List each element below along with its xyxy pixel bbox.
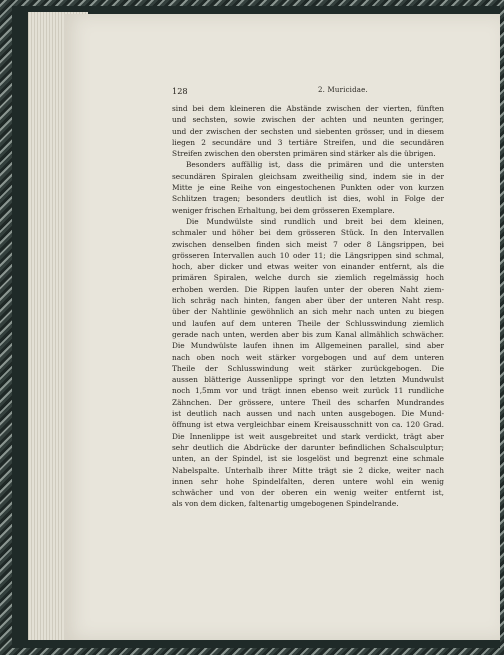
text-line: aussen blätterige Aussenlippe springt vor den letzten Mundwulst (172, 375, 444, 385)
page-header (106, 86, 436, 100)
text-line: noch 1,5mm vor und trägt innen ebenso weit zurück 11 rundliche (172, 386, 444, 396)
text-line: unten, an der Spindel, ist sie losgelöst und begrenzt eine schmale (172, 454, 444, 464)
text-line: sehr deutlich die Abdrücke der darunter befindlichen Schalsculptur; (172, 442, 444, 452)
text-line: Die Mundwülste laufen ihnen im Allgemeinen parallel, sind aber (172, 341, 444, 351)
text-line: primären Spiralen, welche durch sie ziemlich regelmässig hoch (172, 273, 444, 283)
text-line: Schlitzen tragen; besonders deutlich ist dies, wohl in Folge der (172, 194, 444, 204)
text-line: lich schräg nach hinten, fangen aber über der unteren Naht resp. (172, 296, 444, 306)
text-line: Besonders auffällig ist, dass die primären und die untersten (186, 160, 444, 170)
running-title: 2. Muricidae. (318, 86, 368, 94)
text-line: Die Mundwülste sind rundlich und breit bei dem kleinen, (186, 216, 444, 226)
text-line: Nabelspalte. Unterhalb ihrer Mitte trägt sie 2 dicke, weiter nach (172, 465, 444, 475)
text-line: schwächer und von der oberen ein wenig weiter entfernt ist, (172, 488, 444, 498)
text-line: als von dem dicken, faltenartig umgebogenen Spindelrande. (172, 499, 399, 509)
text-line: und der zwischen der sechsten und siebenten grösser, und in diesem (172, 126, 444, 136)
text-line: Zähnchen. Der grössere, untere Theil des scharfen Mundrandes (172, 397, 444, 407)
text-line: über der Nahtlinie gewöhnlich an sich mehr nach unten zu biegen (172, 307, 444, 317)
text-line: Mitte je eine Reihe von eingestochenen Punkten oder von kurzen (172, 183, 444, 193)
body-text (172, 103, 444, 510)
text-line: gerade nach unten, werden aber bis zum Kanal allmählich schwächer. (172, 329, 444, 339)
text-line: öffnung ist etwa vergleichbar einem Kreisausschnitt von ca. 120 Grad. (172, 420, 444, 430)
text-line: nach oben noch weit stärker vorgebogen und auf dem unteren (172, 352, 444, 362)
text-line: secundären Spiralen gleichsam zweitheilig sind, indem sie in der (172, 171, 444, 181)
text-line: grösseren Intervallen auch 10 oder 11; die Längsrippen sind schmal, (172, 250, 444, 260)
text-line: liegen 2 secundäre und 3 tertiäre Streifen, und die secundären (172, 137, 444, 147)
text-line: und sechsten, sowie zwischen der achten und neunten geringer, (172, 115, 444, 125)
text-line: erhoben werden. Die Rippen laufen unter der oberen Naht ziem- (172, 284, 444, 294)
text-line: zwischen denselben finden sich meist 7 oder 8 Längsrippen, bei (172, 239, 444, 249)
text-line: Theile der Schlusswindung weit stärker zurückgebogen. Die (172, 363, 444, 373)
text-line: hoch, aber dicker und etwas weiter von einander entfernt, als die (172, 262, 444, 272)
text-line: Die Innenlippe ist weit ausgebreitet und stark verdickt, trägt aber (172, 431, 444, 441)
text-line: und laufen auf dem unteren Theile der Schlusswindung ziemlich (172, 318, 444, 328)
page-number: 128 (172, 86, 188, 96)
text-line: weniger frischen Erhaltung, bei dem grösseren Exemplare. (172, 205, 395, 215)
text-line: innen sehr hohe Spindelfalten, deren untere wohl ein wenig (172, 476, 444, 486)
text-line: schmaler und höher bei dem grösseren Stück. In den Intervallen (172, 228, 444, 238)
text-line: ist deutlich nach aussen und nach unten ausgebogen. Die Mund- (172, 409, 444, 419)
text-line: Streifen zwischen den obersten primären sind stärker als die übrigen. (172, 149, 436, 159)
text-line: sind bei dem kleineren die Abstände zwischen der vierten, fünften (172, 104, 444, 113)
